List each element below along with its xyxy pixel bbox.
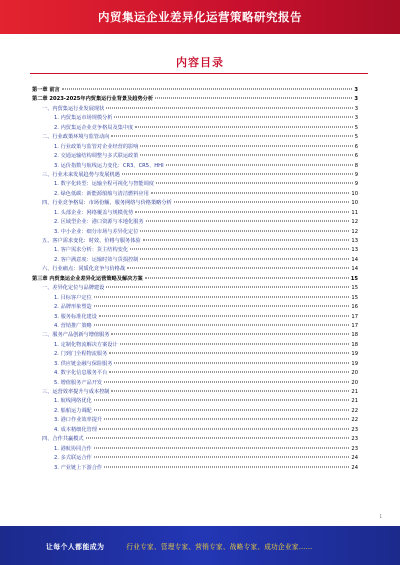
toc-entry-page: 14 bbox=[351, 256, 358, 263]
toc-entry-page: 15 bbox=[350, 275, 358, 282]
toc-entry-text: 4. 数字化信息服务平台 bbox=[54, 370, 108, 377]
toc-entry-page: 23 bbox=[351, 445, 358, 452]
toc-leader-dots bbox=[111, 136, 352, 137]
toc-leader-dots bbox=[109, 353, 349, 354]
toc-entry-text: 第二章 2023-2025年内贸集运行业背景及趋势分析 bbox=[32, 96, 154, 103]
toc-entry-text: 2. 绿色低碳：新能源船舶与清洁燃料应用 bbox=[54, 190, 149, 197]
toc-entry-page: 15 bbox=[351, 294, 358, 301]
toc-entry[interactable] bbox=[32, 105, 358, 114]
toc-leader-dots bbox=[111, 391, 349, 392]
toc-entry[interactable] bbox=[32, 190, 358, 199]
footer-bar bbox=[0, 526, 400, 565]
toc-entry-page: 3 bbox=[354, 115, 358, 122]
toc-entry[interactable] bbox=[32, 86, 358, 95]
toc-entry-text: 第一章 前言 bbox=[32, 87, 60, 93]
toc-leader-dots bbox=[135, 211, 349, 212]
toc-entry[interactable] bbox=[32, 152, 358, 161]
toc-entry[interactable] bbox=[32, 284, 358, 293]
toc-leader-dots bbox=[174, 202, 350, 203]
toc-entry[interactable] bbox=[32, 246, 358, 255]
toc-leader-dots bbox=[99, 428, 349, 429]
toc-entry-page: 5 bbox=[354, 134, 358, 141]
toc-entry-page: 22 bbox=[351, 417, 358, 424]
toc-entry[interactable] bbox=[32, 313, 358, 322]
report-title: 内贸集运企业差异化运营策略研究报告 bbox=[98, 10, 302, 24]
toc-entry-page: 19 bbox=[351, 351, 358, 358]
toc-entry-page: 18 bbox=[351, 341, 358, 348]
toc-entry[interactable] bbox=[32, 162, 358, 171]
toc-entry-page: 9 bbox=[354, 171, 358, 178]
toc-entry-page: 11 bbox=[351, 209, 358, 216]
toc-entry[interactable] bbox=[32, 199, 358, 208]
footer-slogan: 行业专家、管理专家、营销专家、战略专家、成功企业家…… bbox=[126, 542, 313, 551]
toc-entry[interactable] bbox=[32, 133, 358, 142]
toc-leader-dots bbox=[135, 126, 352, 127]
toc-entry-text: 4. 营销推广策略 bbox=[54, 322, 92, 329]
toc-leader-dots bbox=[140, 145, 352, 146]
toc-entry-text: 1. 数字化转型：运输全程可视化与智能调度 bbox=[54, 181, 154, 188]
toc-entry[interactable] bbox=[32, 397, 358, 406]
toc-entry-page: 22 bbox=[351, 407, 358, 414]
toc-entry-text: 3. 港口作业效率提升 bbox=[54, 417, 103, 424]
toc-entry[interactable] bbox=[32, 180, 358, 189]
toc-entry-page: 6 bbox=[354, 143, 358, 150]
toc-entry[interactable] bbox=[32, 114, 358, 123]
toc-entry[interactable] bbox=[32, 416, 358, 425]
toc-entry-text: 3. 运价指数与航线运力变化：CR3、CR5、HHI bbox=[54, 162, 164, 169]
toc-leader-dots bbox=[140, 258, 349, 259]
toc-entry[interactable] bbox=[32, 303, 358, 312]
toc-entry-page: 13 bbox=[351, 238, 358, 244]
toc-entry-page: 21 bbox=[351, 389, 358, 395]
toc-entry-text: 四、行业竞争格局：市场份额、服务网络与价格策略分析 bbox=[42, 200, 172, 207]
toc-entry-text: 五、客户需求变化：时效、价格与服务体验 bbox=[42, 238, 141, 244]
toc-entry-page: 10 bbox=[351, 200, 358, 207]
toc-entry[interactable] bbox=[32, 350, 358, 359]
toc-entry[interactable] bbox=[32, 143, 358, 152]
toc-entry-text: 2. 门到门全程物流服务 bbox=[54, 351, 108, 358]
toc-entry-text: 3. 产业链上下游合作 bbox=[54, 464, 103, 471]
toc-leader-dots bbox=[104, 466, 349, 467]
toc-entry[interactable] bbox=[32, 265, 358, 274]
toc-entry[interactable] bbox=[32, 379, 358, 388]
toc-entry[interactable] bbox=[32, 209, 358, 218]
toc-entry-text: 二、行业政策环境与监管动向 bbox=[42, 134, 110, 141]
toc-heading: 内容目录 bbox=[176, 56, 224, 69]
toc-entry-text: 1. 定制化物流解决方案设计 bbox=[54, 341, 118, 348]
toc-entry-text: 1. 航线网络优化 bbox=[54, 398, 92, 405]
toc-entry-text: 4. 成本精细化管理 bbox=[54, 426, 97, 433]
toc-leader-dots bbox=[143, 240, 350, 241]
toc-entry[interactable] bbox=[32, 331, 358, 340]
toc-leader-dots bbox=[140, 155, 352, 156]
toc-entry-text: 3. 供应链金融与保险服务 bbox=[54, 360, 113, 367]
toc-leader-dots bbox=[109, 372, 349, 373]
toc-leader-dots bbox=[146, 221, 350, 222]
toc-entry-text: 2. 品牌形象塑造 bbox=[54, 304, 92, 311]
toc-leader-dots bbox=[94, 447, 350, 448]
toc-entry[interactable] bbox=[32, 95, 358, 104]
toc-leader-dots bbox=[104, 381, 349, 382]
toc-leader-dots bbox=[99, 315, 349, 316]
toc-leader-dots bbox=[111, 334, 349, 335]
toc-entry-text: 一、内贸集运行业发展现状 bbox=[42, 105, 105, 112]
toc-leader-dots bbox=[156, 183, 353, 184]
toc-entry-page: 23 bbox=[351, 426, 358, 433]
toc-entry-text: 三、行业未来发展趋势与发展机遇 bbox=[42, 171, 120, 178]
toc-entry-page: 10 bbox=[351, 190, 358, 197]
toc-entry[interactable] bbox=[32, 388, 358, 397]
toc-entry-page: 16 bbox=[351, 304, 358, 311]
toc-leader-dots bbox=[140, 230, 349, 231]
toc-leader-dots bbox=[62, 89, 353, 90]
toc-entry-text: 二、服务产品创新与增值服务 bbox=[42, 332, 110, 339]
toc-entry[interactable] bbox=[32, 445, 358, 454]
toc-entry-page: 12 bbox=[351, 228, 358, 235]
toc-entry-page: 20 bbox=[351, 370, 358, 377]
toc-entry-page: 15 bbox=[351, 285, 358, 292]
toc-entry-text: 2. 多式联运合作 bbox=[54, 455, 92, 462]
toc-entry[interactable] bbox=[32, 322, 358, 331]
toc-entry-page: 18 bbox=[351, 332, 358, 339]
toc-entry[interactable] bbox=[32, 369, 358, 378]
toc-entry-page: 24 bbox=[351, 455, 358, 462]
toc-entry[interactable] bbox=[32, 341, 358, 350]
toc-entry-text: 1. 港航协同合作 bbox=[54, 445, 92, 452]
toc-entry[interactable] bbox=[32, 256, 358, 265]
toc-entry-text: 2. 内贸集运企业竞争格局及集中度 bbox=[54, 124, 134, 131]
toc-leader-dots bbox=[94, 324, 350, 325]
toc-entry-text: 1. 头部企业：网络覆盖与规模优势 bbox=[54, 209, 134, 216]
toc-entry-page: 19 bbox=[351, 360, 358, 367]
toc-entry-page: 9 bbox=[354, 181, 358, 188]
toc-leader-dots bbox=[155, 98, 352, 99]
toc-entry-text: 1. 客户需求分析：货主结构变化 bbox=[54, 247, 129, 254]
toc-entry-page: 13 bbox=[351, 247, 358, 254]
toc-entry-text: 六、行业痛点：同质化竞争与价格战 bbox=[42, 266, 126, 273]
toc-entry-text: 3. 中小企业：细分市场与差异化定位 bbox=[54, 228, 139, 235]
toc-entry-text: 1. 行业政策与监管对企业经营的影响 bbox=[54, 143, 139, 150]
toc-entry-page: 23 bbox=[351, 436, 358, 443]
page-number: 1 bbox=[379, 514, 382, 519]
toc-entry-text: 2. 交通运输结构调整与多式联运政策 bbox=[54, 153, 139, 160]
toc-entry[interactable] bbox=[32, 407, 358, 416]
toc-entry-page: 24 bbox=[351, 464, 358, 471]
toc-leader-dots bbox=[151, 192, 350, 193]
toc-leader-dots bbox=[104, 419, 349, 420]
toc-entry-text: 3. 服务标准化建设 bbox=[54, 313, 97, 320]
toc-entry-page: 21 bbox=[351, 398, 358, 405]
toc-entry-text: 1. 目标客户定位 bbox=[54, 294, 92, 301]
toc-entry-text: 5. 增值服务产品开发 bbox=[54, 379, 103, 386]
toc-entry[interactable] bbox=[32, 435, 358, 444]
toc-leader-dots bbox=[130, 249, 349, 250]
toc-leader-dots bbox=[166, 164, 353, 165]
toc-entry-text: 第三章 内贸集运企业差异化运营策略及解决方案 bbox=[32, 275, 143, 282]
toc-leader-dots bbox=[94, 400, 350, 401]
toc-entry[interactable] bbox=[32, 237, 358, 246]
toc-leader-dots bbox=[86, 438, 350, 439]
toc-entry-page: 3 bbox=[354, 87, 358, 93]
header-bar bbox=[0, 0, 400, 34]
toc-leader-dots bbox=[94, 306, 350, 307]
toc-leader-dots bbox=[94, 457, 350, 458]
toc-entry-text: 2. 船舶运力调配 bbox=[54, 407, 92, 414]
toc-entry-page: 12 bbox=[351, 219, 358, 226]
toc-entry[interactable] bbox=[32, 294, 358, 303]
toc-entry[interactable] bbox=[32, 171, 358, 180]
toc-leader-dots bbox=[106, 287, 349, 288]
toc-divider bbox=[30, 73, 368, 74]
toc-entry-page: 3 bbox=[354, 96, 358, 103]
toc-leader-dots bbox=[114, 117, 352, 118]
toc-leader-dots bbox=[114, 362, 349, 363]
toc-leader-dots bbox=[122, 173, 353, 174]
toc-entry[interactable] bbox=[32, 228, 358, 237]
toc-entry-text: 四、合作共赢模式 bbox=[42, 436, 84, 443]
toc-entry-page: 3 bbox=[354, 105, 358, 112]
toc-entry-page: 17 bbox=[351, 313, 358, 320]
toc-entry[interactable] bbox=[32, 218, 358, 227]
toc-entry-page: 8 bbox=[354, 162, 358, 169]
toc-entry-page: 20 bbox=[351, 379, 358, 386]
toc-leader-dots bbox=[145, 277, 349, 278]
toc-entry-page: 5 bbox=[354, 124, 358, 131]
toc-entry-page: 17 bbox=[351, 322, 358, 329]
toc-entry-text: 2. 区域型企业：港口资源与本地化服务 bbox=[54, 219, 144, 226]
toc-entry-text: 1. 内贸集运市场规模分析 bbox=[54, 115, 113, 122]
toc-entry[interactable] bbox=[32, 360, 358, 369]
toc-entry[interactable] bbox=[32, 275, 358, 284]
footer-brand: 让每个人都能成为 bbox=[46, 542, 105, 551]
toc-entry-text: 2. 客户满意度：运输时效与货损控制 bbox=[54, 256, 139, 263]
toc-leader-dots bbox=[127, 268, 349, 269]
toc-leader-dots bbox=[94, 296, 350, 297]
toc-entry[interactable] bbox=[32, 124, 358, 133]
table-of-contents bbox=[32, 86, 358, 473]
toc-entry[interactable] bbox=[32, 454, 358, 463]
toc-entry-text: 三、运营效率提升与成本控制 bbox=[42, 389, 110, 395]
toc-leader-dots bbox=[120, 343, 350, 344]
toc-entry[interactable] bbox=[32, 464, 358, 473]
toc-entry-text: 一、差异化定位与品牌建设 bbox=[42, 285, 105, 292]
toc-entry-page: 14 bbox=[351, 266, 358, 273]
toc-leader-dots bbox=[94, 409, 350, 410]
toc-entry[interactable] bbox=[32, 426, 358, 435]
toc-leader-dots bbox=[106, 107, 352, 108]
toc-entry-page: 6 bbox=[354, 153, 358, 160]
